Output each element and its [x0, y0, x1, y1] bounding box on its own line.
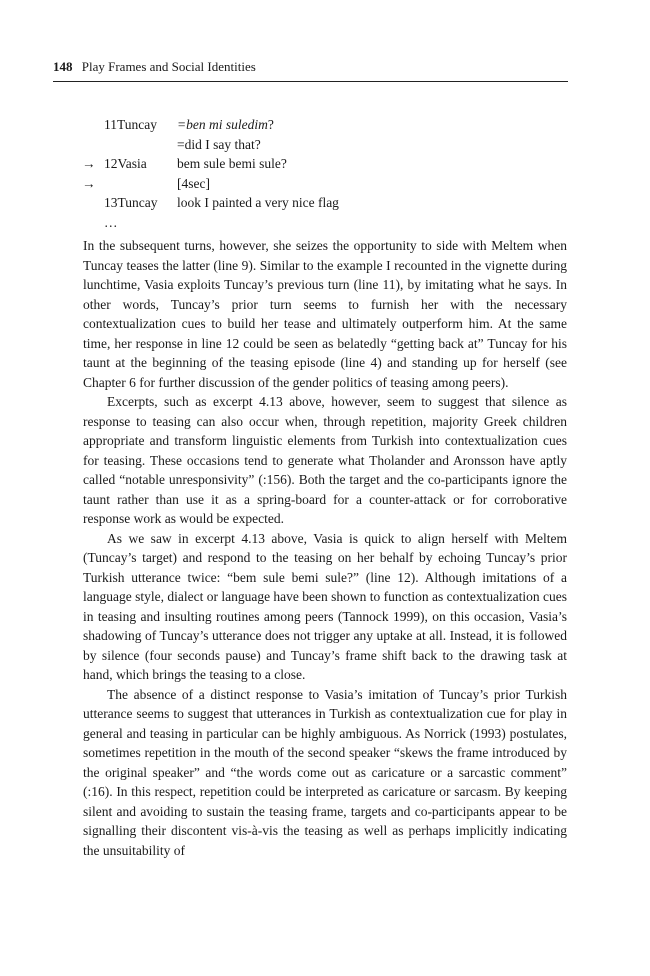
- paragraph: As we saw in excerpt 4.13 above, Vasia is quick to align herself with Meltem (Tuncay’s target) and respond to the teasing on her behalf by echoing Tuncay’s prior Turkish utterance twice: “bem sule bemi sule?” (line 12). Although imitations of a language style, dialect or language have been shown to function as contextualization cues in teasing and insulting routines among peers (Tannock 1999), on this occasion, Vasia’s shadowing of Tuncay’s utterance does not trigger any uptake at all. Instead, it is followed by silence (four seconds pause) and Tuncay’s frame shift back to the drawing task at hand, which brings the teasing to a close.: [83, 530, 567, 682]
- running-header: [53, 58, 568, 76]
- transcript-line: [82, 154, 562, 174]
- utterance: =ben mi suledim?: [177, 117, 274, 132]
- paragraph: The absence of a distinct response to Vasia’s imitation of Tuncay’s prior Turkish utterance seems to suggest that utterances in Turkish as contextualization cue for play in general and teasing in particular can be highly ambiguous. As Norrick (1993) postulates, sometimes repetition in the mouth of the second speaker “skews the frame introduced by the original speaker” and “the words come out as caricature or a sarcastic comment” (:16). In this respect, repetition could be interpreted as caricature or sarcasm. By keeping silent and avoiding to sustain the teasing frame, targets and co-participants appear to be signalling their discontent vis-à-vis the teasing as well as perhaps implicitly indicating the unsuitability of: [83, 686, 567, 858]
- page-number: 148: [53, 59, 73, 74]
- header-rule: [53, 81, 568, 82]
- speaker-label: 12Vasia: [104, 156, 147, 171]
- transcript-line: [82, 135, 562, 155]
- transcript-excerpt: [82, 115, 562, 232]
- running-title: Play Frames and Social Identities: [81, 59, 256, 74]
- transcript-line: [82, 115, 562, 135]
- paragraph: In the subsequent turns, however, she seizes the opportunity to side with Meltem when Tuncay teases the latter (line 9). Similar to the example I recounted in the vignette during lunchtime, Vasia exploits Tuncay’s previous turn (line 11), by imitating what he says. In other words, Tuncay’s prior turn seems to furnish her with the necessary contextualization cues to build her tease and ultimately outperform him. At the same time, her response in line 12 could be seen as belatedly “getting back at” Tuncay for his taunt at the beginning of the teasing episode (line 4) and standing up for herself (see Chapter 6 for further discussion of the gender politics of teasing among peers).: [83, 238, 567, 390]
- transcript-line: [82, 193, 562, 213]
- line-arrow: →: [82, 156, 96, 171]
- paragraph: Excerpts, such as excerpt 4.13 above, however, seem to suggest that silence as response to teasing can also occur when, through repetition, majority Greek children appropriate and transform linguistic elements from Turkish into contextualization cues for teasing. These occasions tend to generate what Tholander and Aronsson have aptly called “notable unresponsivity” (:156). Both the target and the co-participants ignore the taunt rather than use it as a spring-board for a counter-attack or for corroborative response work as would be expected.: [83, 394, 567, 526]
- transcript-line: [82, 213, 562, 233]
- body-text: [83, 236, 567, 860]
- utterance: =did I say that?: [177, 136, 261, 152]
- utterance: look I painted a very nice flag: [177, 195, 339, 210]
- utterance: [4sec]: [177, 175, 210, 191]
- line-arrow: →: [82, 175, 96, 191]
- speaker-label: 13Tuncay: [104, 195, 158, 210]
- speaker-label: 11Tuncay: [104, 117, 158, 132]
- utterance: bem sule bemi sule?: [177, 156, 287, 171]
- transcript-line: [82, 174, 562, 194]
- ellipsis-marker: …: [104, 214, 118, 230]
